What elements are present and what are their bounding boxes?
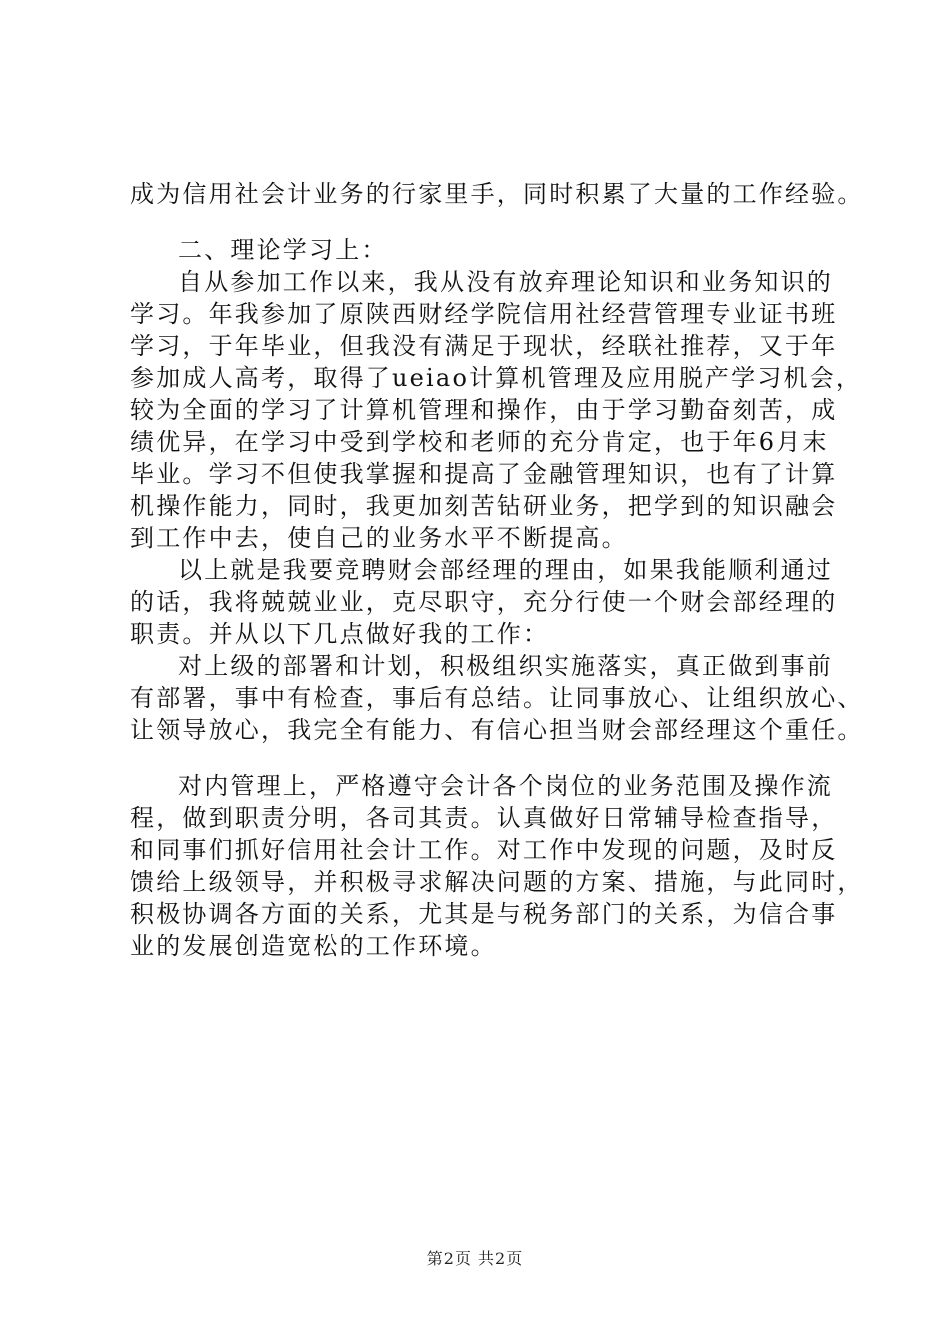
text-line: 学习。年我参加了原陕西财经学院信用社经营管理专业证书班 [130, 300, 838, 328]
text-line: 绩优异，在学习中受到学校和老师的充分肯定，也于年6月末 [130, 428, 829, 456]
text-line: 的话，我将兢兢业业，克尽职守，充分行使一个财会部经理的 [130, 588, 838, 616]
text-line: 程，做到职责分明，各司其责。认真做好日常辅导检查指导， [130, 804, 838, 832]
text-line: 对内管理上，严格遵守会计各个岗位的业务范围及操作流 [178, 772, 833, 800]
page-number-footer: 第2页 共2页 [426, 1249, 524, 1268]
text-line: 业的发展创造宽松的工作环境。 [130, 932, 497, 960]
text-line: 参加成人高考，取得了ueiao计算机管理及应用脱产学习机会， [130, 364, 863, 392]
text-line: 和同事们抓好信用社会计工作。对工作中发现的问题，及时反 [130, 836, 838, 864]
text-line: 以上就是我要竞聘财会部经理的理由，如果我能顺利通过 [178, 556, 833, 584]
text-line: 积极协调各方面的关系，尤其是与税务部门的关系，为信合事 [130, 900, 838, 928]
text-line: 较为全面的学习了计算机管理和操作，由于学习勤奋刻苦，成 [130, 396, 838, 424]
paragraph-continuation-line: 成为信用社会计业务的行家里手，同时积累了大量的工作经验。 [130, 180, 864, 208]
text-line: 对上级的部署和计划，积极组织实施落实，真正做到事前 [178, 652, 833, 680]
section-heading: 二、理论学习上： [178, 236, 388, 264]
text-line: 馈给上级领导，并积极寻求解决问题的方案、措施，与此同时， [130, 868, 864, 896]
text-line: 让领导放心，我完全有能力、有信心担当财会部经理这个重任。 [130, 716, 864, 744]
text-line: 有部署，事中有检查，事后有总结。让同事放心、让组织放心、 [130, 684, 864, 712]
text-line: 职责。并从以下几点做好我的工作： [130, 620, 550, 648]
text-line: 毕业。学习不但使我掌握和提高了金融管理知识，也有了计算 [130, 460, 838, 488]
text-line: 到工作中去，使自己的业务水平不断提高。 [130, 524, 628, 552]
text-line: 学习，于年毕业，但我没有满足于现状，经联社推荐，又于年 [130, 332, 838, 360]
text-line: 自从参加工作以来，我从没有放弃理论知识和业务知识的 [178, 268, 833, 296]
text-line: 机操作能力，同时，我更加刻苦钻研业务，把学到的知识融会 [130, 492, 838, 520]
